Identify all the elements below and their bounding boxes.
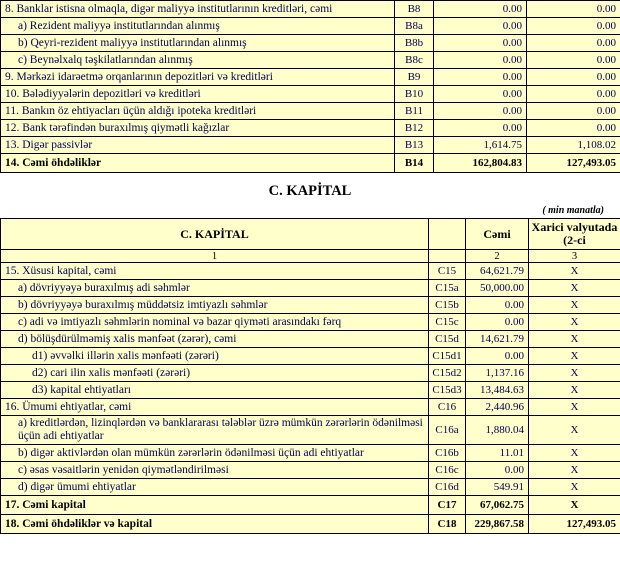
row-code: B14 [395,154,434,173]
row-total-value: 0.00 [434,35,527,52]
row-label-cell [1,103,395,120]
row-foreign-value: X [529,365,620,382]
table-row [1,263,620,280]
row-code: C15 [429,263,466,280]
row-label-cell [1,348,429,365]
table-row [1,69,620,86]
row-label: d) digər ümumi ehtiyatlar [18,480,136,493]
row-foreign-value: X [529,462,620,479]
row-total-value: 1,614.75 [434,137,527,154]
row-label-cell [1,331,429,348]
table-row [1,18,620,35]
capital-header-title: C. KAPİTAL [1,219,429,250]
row-code: C16d [429,479,466,496]
row-label: 17. Cəmi kapital [5,498,86,511]
row-foreign-value: X [529,314,620,331]
column-number-code [429,250,466,263]
row-label-cell [1,52,395,69]
row-label-cell [1,280,429,297]
row-code: C15d2 [429,365,466,382]
row-foreign-value: X [529,331,620,348]
row-foreign-value: 0.00 [527,52,620,69]
table-row [1,416,620,445]
table-row [1,479,620,496]
table-row [1,331,620,348]
row-label: d2) cari ilin xalis mənfəəti (zərəri) [32,366,191,379]
row-label-cell [1,18,395,35]
row-foreign-value: 0.00 [527,69,620,86]
row-total-value: 0.00 [466,348,529,365]
row-total-value: 229,867.58 [466,515,529,534]
row-label: a) Rezident maliyyə institutlarından alınmış [18,19,220,32]
row-label: 8. Banklar istisna olmaqla, digər maliyyə institutlarının kreditləri, cəmi [5,2,333,15]
row-code: C15d [429,331,466,348]
row-code: B9 [395,69,434,86]
row-code: B8 [395,1,434,18]
row-total-value: 11.01 [466,445,529,462]
row-foreign-value: 0.00 [527,103,620,120]
capital-header-total: Cəmi [466,219,529,250]
row-code: C18 [429,515,466,534]
row-total-value: 67,062.75 [466,496,529,515]
capital-table-header [1,219,620,263]
row-label: 15. Xüsusi kapital, cəmi [5,264,117,277]
row-foreign-value: X [529,479,620,496]
capital-header-row [1,219,620,250]
row-code: C17 [429,496,466,515]
row-total-value: 162,804.83 [434,154,527,173]
capital-header-code-cell [429,219,466,250]
row-label: d1) əvvəlki illərin xalis mənfəəti (zərəri) [32,349,219,362]
row-total-value: 0.00 [466,462,529,479]
row-code: C16b [429,445,466,462]
row-foreign-value: X [529,297,620,314]
table-row [1,35,620,52]
row-label: b) Qeyri-rezident maliyyə institutlarından alınmış [18,36,247,49]
table-row [1,462,620,479]
table-row [1,297,620,314]
row-label-cell [1,35,395,52]
row-label: 16. Ümumi ehtiyatlar, cəmi [5,400,132,413]
table-row [1,365,620,382]
row-code: C16 [429,399,466,416]
row-label: a) dövriyyəyə buraxılmış adi səhmlər [18,281,190,294]
row-label-cell [1,416,429,445]
row-code: B8b [395,35,434,52]
row-total-value: 549.91 [466,479,529,496]
row-foreign-value: 0.00 [527,35,620,52]
row-total-value: 0.00 [434,86,527,103]
row-total-value: 0.00 [434,103,527,120]
row-total-value: 0.00 [434,1,527,18]
table-row [1,314,620,331]
row-total-value: 64,621.79 [466,263,529,280]
row-total-value: 1,880.04 [466,416,529,445]
table-row [1,348,620,365]
row-code: C15b [429,297,466,314]
table-row [1,103,620,120]
row-label-cell [1,382,429,399]
row-foreign-value: X [529,263,620,280]
row-total-value: 0.00 [466,314,529,331]
table-row [1,137,620,154]
row-code: B10 [395,86,434,103]
capital-table [0,218,620,534]
row-label-cell [1,399,429,416]
column-number-3: 3 [529,250,620,263]
table-row [1,280,620,297]
row-code: B11 [395,103,434,120]
row-foreign-value: X [529,382,620,399]
row-label-cell [1,69,395,86]
row-code: C15c [429,314,466,331]
row-total-value: 0.00 [434,69,527,86]
row-label: a) kreditlərdən, lizinqlərdən və banklararası tələblər üzrə mümkün zərərlərin ödənilməsi üçün adi ehtiyatlar [18,417,423,442]
row-foreign-value: 0.00 [527,120,620,137]
table-row [1,382,620,399]
column-number-row [1,250,620,263]
table-row [1,120,620,137]
row-foreign-value: X [529,496,620,515]
row-code: B8a [395,18,434,35]
row-label: c) əsas vəsaitlərin yenidən qiymətləndirilməsi [18,463,229,476]
row-code: C16a [429,416,466,445]
row-label: 14. Cəmi öhdəliklər [5,156,102,169]
row-total-value: 13,484.63 [466,382,529,399]
row-total-value: 14,621.79 [466,331,529,348]
row-foreign-value: X [529,445,620,462]
row-label-cell [1,1,395,18]
row-label: 12. Bank tərəfindən buraxılmış qiymətli kağızlar [5,121,230,134]
row-foreign-value: 0.00 [527,86,620,103]
table-row [1,445,620,462]
row-label-cell [1,263,429,280]
capital-header-foreign: Xarici valyutada (2-ci [529,219,620,250]
units-note: ( min manatla) [542,205,604,216]
row-total-value: 0.00 [434,52,527,69]
row-code: C15d1 [429,348,466,365]
row-total-value: 0.00 [434,120,527,137]
row-foreign-value: X [529,399,620,416]
row-code: C15a [429,280,466,297]
row-label-cell [1,314,429,331]
row-label: d3) kapital ehtiyatları [32,383,131,396]
row-foreign-value: X [529,348,620,365]
row-label-cell [1,496,429,515]
row-label-cell [1,365,429,382]
row-label-cell [1,154,395,173]
row-foreign-value: 0.00 [527,18,620,35]
row-foreign-value: 127,493.05 [527,154,620,173]
row-total-value: 0.00 [434,18,527,35]
row-label-cell [1,120,395,137]
row-label: b) dövriyyəyə buraxılmış müddətsiz imtiyazlı səhmlər [18,298,268,311]
table-row [1,515,620,534]
row-label-cell [1,515,429,534]
row-label: 11. Bankın öz ehtiyacları üçün aldığı ipoteka kreditləri [5,104,257,117]
row-label: 10. Bələdiyyələrin depozitləri və kreditləri [5,87,201,100]
section-heading: C. KAPİTAL [268,183,352,199]
column-number-1: 1 [1,250,429,263]
liabilities-table [0,0,620,173]
row-code: B8c [395,52,434,69]
row-total-value: 0.00 [466,297,529,314]
row-foreign-value: 127,493.05 [529,515,620,534]
row-foreign-value: 1,108.02 [527,137,620,154]
row-label: b) digər aktivlərdən olan mümkün zərərlərin ödənilməsi üçün adi ehtiyatlar [18,447,364,459]
row-foreign-value: 0.00 [527,1,620,18]
row-total-value: 50,000.00 [466,280,529,297]
row-code: B12 [395,120,434,137]
row-label-cell [1,445,429,462]
capital-table-body [1,263,620,534]
row-label-cell [1,479,429,496]
row-total-value: 2,440.96 [466,399,529,416]
row-label-cell [1,137,395,154]
table-row [1,496,620,515]
table-row [1,1,620,18]
table-row [1,52,620,69]
row-label: 18. Cəmi öhdəliklər və kapital [5,517,153,530]
liabilities-table-body [1,1,620,173]
row-label-cell [1,297,429,314]
row-code: C15d3 [429,382,466,399]
row-label: 13. Digər passivlər [5,138,93,151]
row-label-cell [1,86,395,103]
row-code: B13 [395,137,434,154]
column-number-2: 2 [466,250,529,263]
row-label: c) Beynəlxalq təşkilatlarından alınmış [18,53,193,66]
row-total-value: 1,137.16 [466,365,529,382]
table-row [1,86,620,103]
table-row [1,154,620,173]
table-row [1,399,620,416]
row-label: c) adi və imtiyazlı səhmlərin nominal və bazar qiyməti arasındakı fərq [18,316,342,328]
row-label: d) bölüşdürülməmiş xalis mənfəət (zərər), cəmi [18,332,237,345]
row-label-cell [1,462,429,479]
row-code: C16c [429,462,466,479]
row-foreign-value: X [529,416,620,445]
row-label: 9. Mərkəzi idarəetmə orqanlarının depozitləri və kreditləri [5,70,273,83]
row-foreign-value: X [529,280,620,297]
